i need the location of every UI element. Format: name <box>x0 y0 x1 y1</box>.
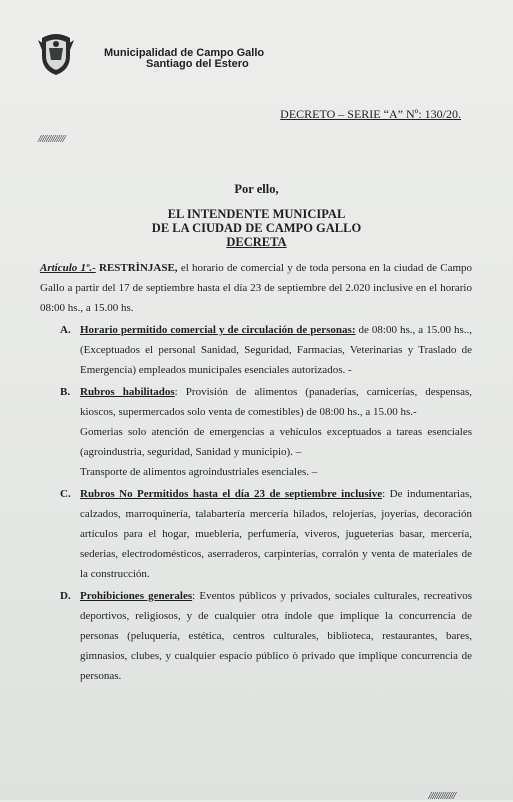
province-name: Santiago del Estero <box>146 58 249 70</box>
municipality-name: Municipalidad de Campo Gallo <box>104 47 265 59</box>
intendente-line-1: EL INTENDENTE MUNICIPAL <box>167 207 346 221</box>
article-label: Artículo 1º.- <box>40 262 96 274</box>
list-item-c <box>40 484 472 584</box>
item-letter: A. <box>60 324 71 336</box>
item-letter: B. <box>60 386 71 398</box>
item-text: de 08:00 hs., a 15.00 hs.., (Exceptuados el personal Sanidad, Seguridad, Farmacias, Veterinarias y Traslado de Emergencia) empleados municipales esenciales autorizados. - <box>80 324 472 376</box>
article-verb: RESTRÌNJASE, <box>99 262 178 274</box>
letterhead <box>104 48 264 70</box>
slash-marks-bottom: ///////////// <box>428 790 455 802</box>
item-b-gomerias: Gomerias solo atención de emergencias a vehículos exceptuados a tareas esenciales (agroindustria, seguridad, Sanidad y municipio). – <box>80 426 472 458</box>
slash-marks-top: ///////////// <box>38 133 65 145</box>
item-letter: D. <box>60 590 71 602</box>
list-item-d <box>40 586 472 686</box>
article-1 <box>40 258 472 318</box>
decree-number: DECRETO – SERIE “A” Nº: 130/20. <box>280 107 461 121</box>
decree-body <box>40 258 472 686</box>
item-text: : De indumentarias, calzados, marroquinería, talabartería mercería hilados, relojerías, joyerías, decoración artículos para el hogar, muebleria, perfumería, viveros, jugueterias basar, mercería, sederias, electrodomésticos, aserraderos, carpinterías, corralón y venta de materiales de la construcción. <box>80 488 473 580</box>
item-text: : Provisión de alimentos (panaderías, carnicerías, despensas, kioscos, supermercados solo venta de comestibles) de 08:00 hs., a 15.00 hs.- <box>80 386 472 418</box>
item-b-transporte: Transporte de alimentos agroindustriales esenciales. – <box>80 466 318 478</box>
municipal-seal-icon <box>36 30 76 76</box>
por-ello: Por ello, <box>234 182 279 196</box>
item-heading: Horario permitido comercial y de circulación de personas: <box>80 324 356 336</box>
item-letter: C. <box>60 488 71 500</box>
item-heading: Rubros habilitados <box>80 386 175 398</box>
list-item-a <box>40 320 472 380</box>
article-text: el horario de comercial y de toda persona en la ciudad de Campo Gallo a partir del 17 de septiembre hasta el día 23 de septiembre del 2.020 inclusive en el horario 08:00 hs., a 15.00 hs. <box>40 262 473 314</box>
item-heading: Prohibiciones generales <box>80 590 193 602</box>
item-text: : Eventos públicos y privados, sociales culturales, recreativos deportivos, religiosos, y de cualquier otra índole que implique la concurrencia de personas (peluquería, estética, centros culturales, biblioteca, restaurantes, bares, gimnasios, clubes, y cualquier espacio público ò privado que implique concurrencia de personas. <box>80 590 472 682</box>
list-item-b <box>40 382 472 422</box>
decreta-heading: DECRETA <box>226 235 287 249</box>
item-heading: Rubros No Permitidos hasta el día 23 de septiembre inclusive <box>80 488 383 500</box>
intendente-line-2: DE LA CIUDAD DE CAMPO GALLO <box>151 221 362 235</box>
intendente-heading <box>0 207 513 235</box>
